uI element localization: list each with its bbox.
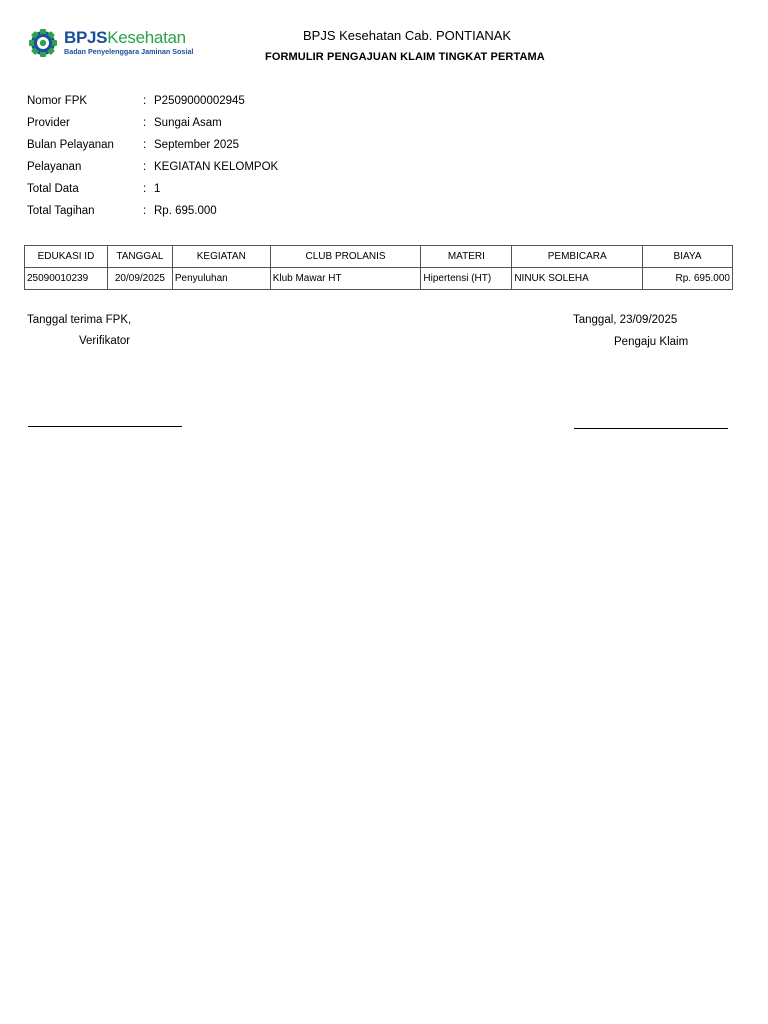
info-colon: :	[143, 95, 147, 107]
info-colon: :	[143, 205, 147, 217]
bpjs-emblem-icon	[28, 28, 58, 58]
info-label: Total Data	[27, 183, 79, 195]
logo-brand	[64, 29, 193, 46]
info-value: Rp. 695.000	[154, 205, 217, 217]
cell-edukasi-id: 25090010239	[25, 268, 108, 290]
claimant-signature-line	[574, 428, 728, 429]
claims-table	[24, 245, 733, 290]
bpjs-logo	[28, 28, 194, 58]
info-value: September 2025	[154, 139, 240, 151]
col-header-club-prolanis: CLUB PROLANIS	[270, 246, 421, 268]
info-label: Nomor FPK	[27, 95, 88, 107]
info-value: KEGIATAN KELOMPOK	[154, 161, 279, 173]
col-header-kegiatan: KEGIATAN	[172, 246, 270, 268]
info-colon: :	[143, 183, 147, 195]
received-date-label: Tanggal terima FPK,	[27, 314, 132, 326]
logo-subtitle: Badan Penyelenggara Jaminan Sosial	[64, 47, 194, 56]
cell-biaya: Rp. 695.000	[643, 268, 733, 290]
form-title: FORMULIR PENGAJUAN KLAIM TINGKAT PERTAMA	[265, 51, 545, 63]
col-header-pembicara: PEMBICARA	[512, 246, 643, 268]
table-header-row	[25, 246, 733, 268]
cell-club-prolanis: Klub Mawar HT	[270, 268, 421, 290]
logo-brand-kesehatan: Kesehatan	[107, 28, 186, 47]
info-colon: :	[143, 117, 147, 129]
claimant-label: Pengaju Klaim	[614, 336, 689, 348]
col-header-materi: MATERI	[421, 246, 512, 268]
info-value: 1	[154, 183, 161, 195]
info-value: Sungai Asam	[154, 117, 222, 129]
col-header-biaya: BIAYA	[643, 246, 733, 268]
col-header-edukasi-id: EDUKASI ID	[25, 246, 108, 268]
info-label: Total Tagihan	[27, 205, 95, 217]
cell-kegiatan: Penyuluhan	[172, 268, 270, 290]
col-header-tanggal: TANGGAL	[107, 246, 172, 268]
info-label: Provider	[27, 117, 70, 129]
info-label: Pelayanan	[27, 161, 82, 173]
cell-tanggal: 20/09/2025	[107, 268, 172, 290]
verifier-label: Verifikator	[79, 335, 131, 347]
logo-brand-bpjs: BPJS	[64, 28, 108, 47]
verifier-signature-line	[28, 426, 182, 427]
info-value: P2509000002945	[154, 95, 245, 107]
info-colon: :	[143, 139, 147, 151]
info-colon: :	[143, 161, 147, 173]
branch-name: BPJS Kesehatan Cab. PONTIANAK	[303, 28, 512, 43]
claim-date-label: Tanggal, 23/09/2025	[573, 314, 678, 326]
info-label: Bulan Pelayanan	[27, 139, 114, 151]
cell-pembicara: NINUK SOLEHA	[512, 268, 643, 290]
cell-materi: Hipertensi (HT)	[421, 268, 512, 290]
table-row	[25, 268, 733, 290]
